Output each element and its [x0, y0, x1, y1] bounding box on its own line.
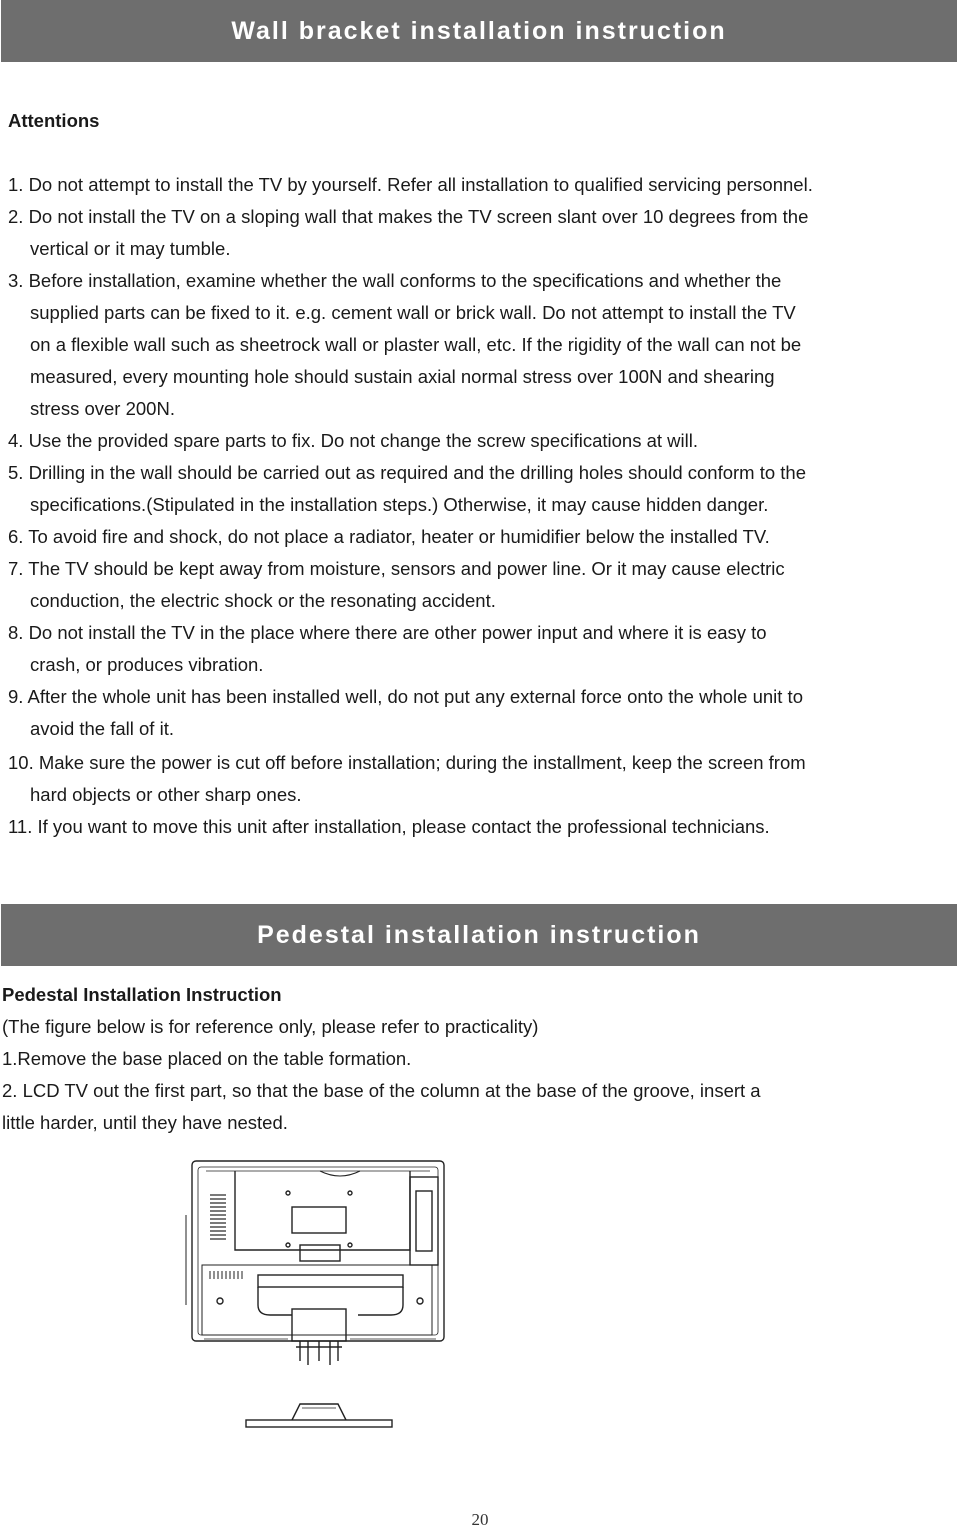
pedestal-base-figure [240, 1398, 400, 1438]
attention-item-9: 9. After the whole unit has been installed well, do not put any external force onto the whole unit to [8, 686, 803, 707]
attention-item-11: 11. If you want to move this unit after installation, please contact the professional technicians. [8, 816, 770, 837]
attention-item-6: 6. To avoid fire and shock, do not place a radiator, heater or humidifier below the installed TV. [8, 526, 770, 547]
pedestal-step-1: 1.Remove the base placed on the table formation. [2, 1048, 412, 1069]
page-number: 20 [471, 1510, 489, 1529]
pedestal-step-2-cont: little harder, until they have nested. [2, 1112, 288, 1133]
attention-item-3-cont: measured, every mounting hole should sustain axial normal stress over 100N and shearing [30, 366, 775, 387]
attention-item-8-cont: crash, or produces vibration. [30, 654, 264, 675]
attention-item-7-cont: conduction, the electric shock or the resonating accident. [30, 590, 496, 611]
attention-item-9-cont: avoid the fall of it. [30, 718, 174, 739]
attention-item-3-cont: supplied parts can be fixed to it. e.g. cement wall or brick wall. Do not attempt to install the TV [30, 302, 796, 323]
attention-item-10: 10. Make sure the power is cut off before installation; during the installment, keep the screen from [8, 752, 806, 773]
attention-item-5: 5. Drilling in the wall should be carried out as required and the drilling holes should conform to the [8, 462, 807, 483]
attention-item-1: 1. Do not attempt to install the TV by yourself. Refer all installation to qualified servicing personnel. [8, 174, 813, 195]
attention-item-2: 2. Do not install the TV on a sloping wall that makes the TV screen slant over 10 degrees from the [8, 206, 809, 227]
attention-item-3-cont: stress over 200N. [30, 398, 175, 419]
pedestal-title: Pedestal installation instruction [257, 920, 701, 949]
attention-item-8: 8. Do not install the TV in the place where there are other power input and where it is easy to [8, 622, 767, 643]
pedestal-step-2: 2. LCD TV out the first part, so that the base of the column at the base of the groove, insert a [2, 1080, 761, 1101]
attention-item-10-cont: hard objects or other sharp ones. [30, 784, 302, 805]
pedestal-banner [1, 904, 957, 966]
attention-item-5-cont: specifications.(Stipulated in the installation steps.) Otherwise, it may cause hidden danger. [30, 494, 769, 515]
pedestal-note: (The figure below is for reference only, please refer to practicality) [2, 1016, 539, 1037]
wall-bracket-title: Wall bracket installation instruction [231, 16, 727, 45]
attentions-heading: Attentions [8, 110, 100, 131]
wall-bracket-banner [1, 0, 957, 62]
attention-item-4: 4. Use the provided spare parts to fix. Do not change the screw specifications at will. [8, 430, 698, 451]
pedestal-heading: Pedestal Installation Instruction [2, 984, 282, 1005]
attention-item-3-cont: on a flexible wall such as sheetrock wall or plaster wall, etc. If the rigidity of the wall can not be [30, 334, 802, 355]
attention-item-2-cont: vertical or it may tumble. [30, 238, 231, 259]
attention-item-3: 3. Before installation, examine whether the wall conforms to the specifications and whether the [8, 270, 782, 291]
attention-item-7: 7. The TV should be kept away from moisture, sensors and power line. Or it may cause electric [8, 558, 785, 579]
